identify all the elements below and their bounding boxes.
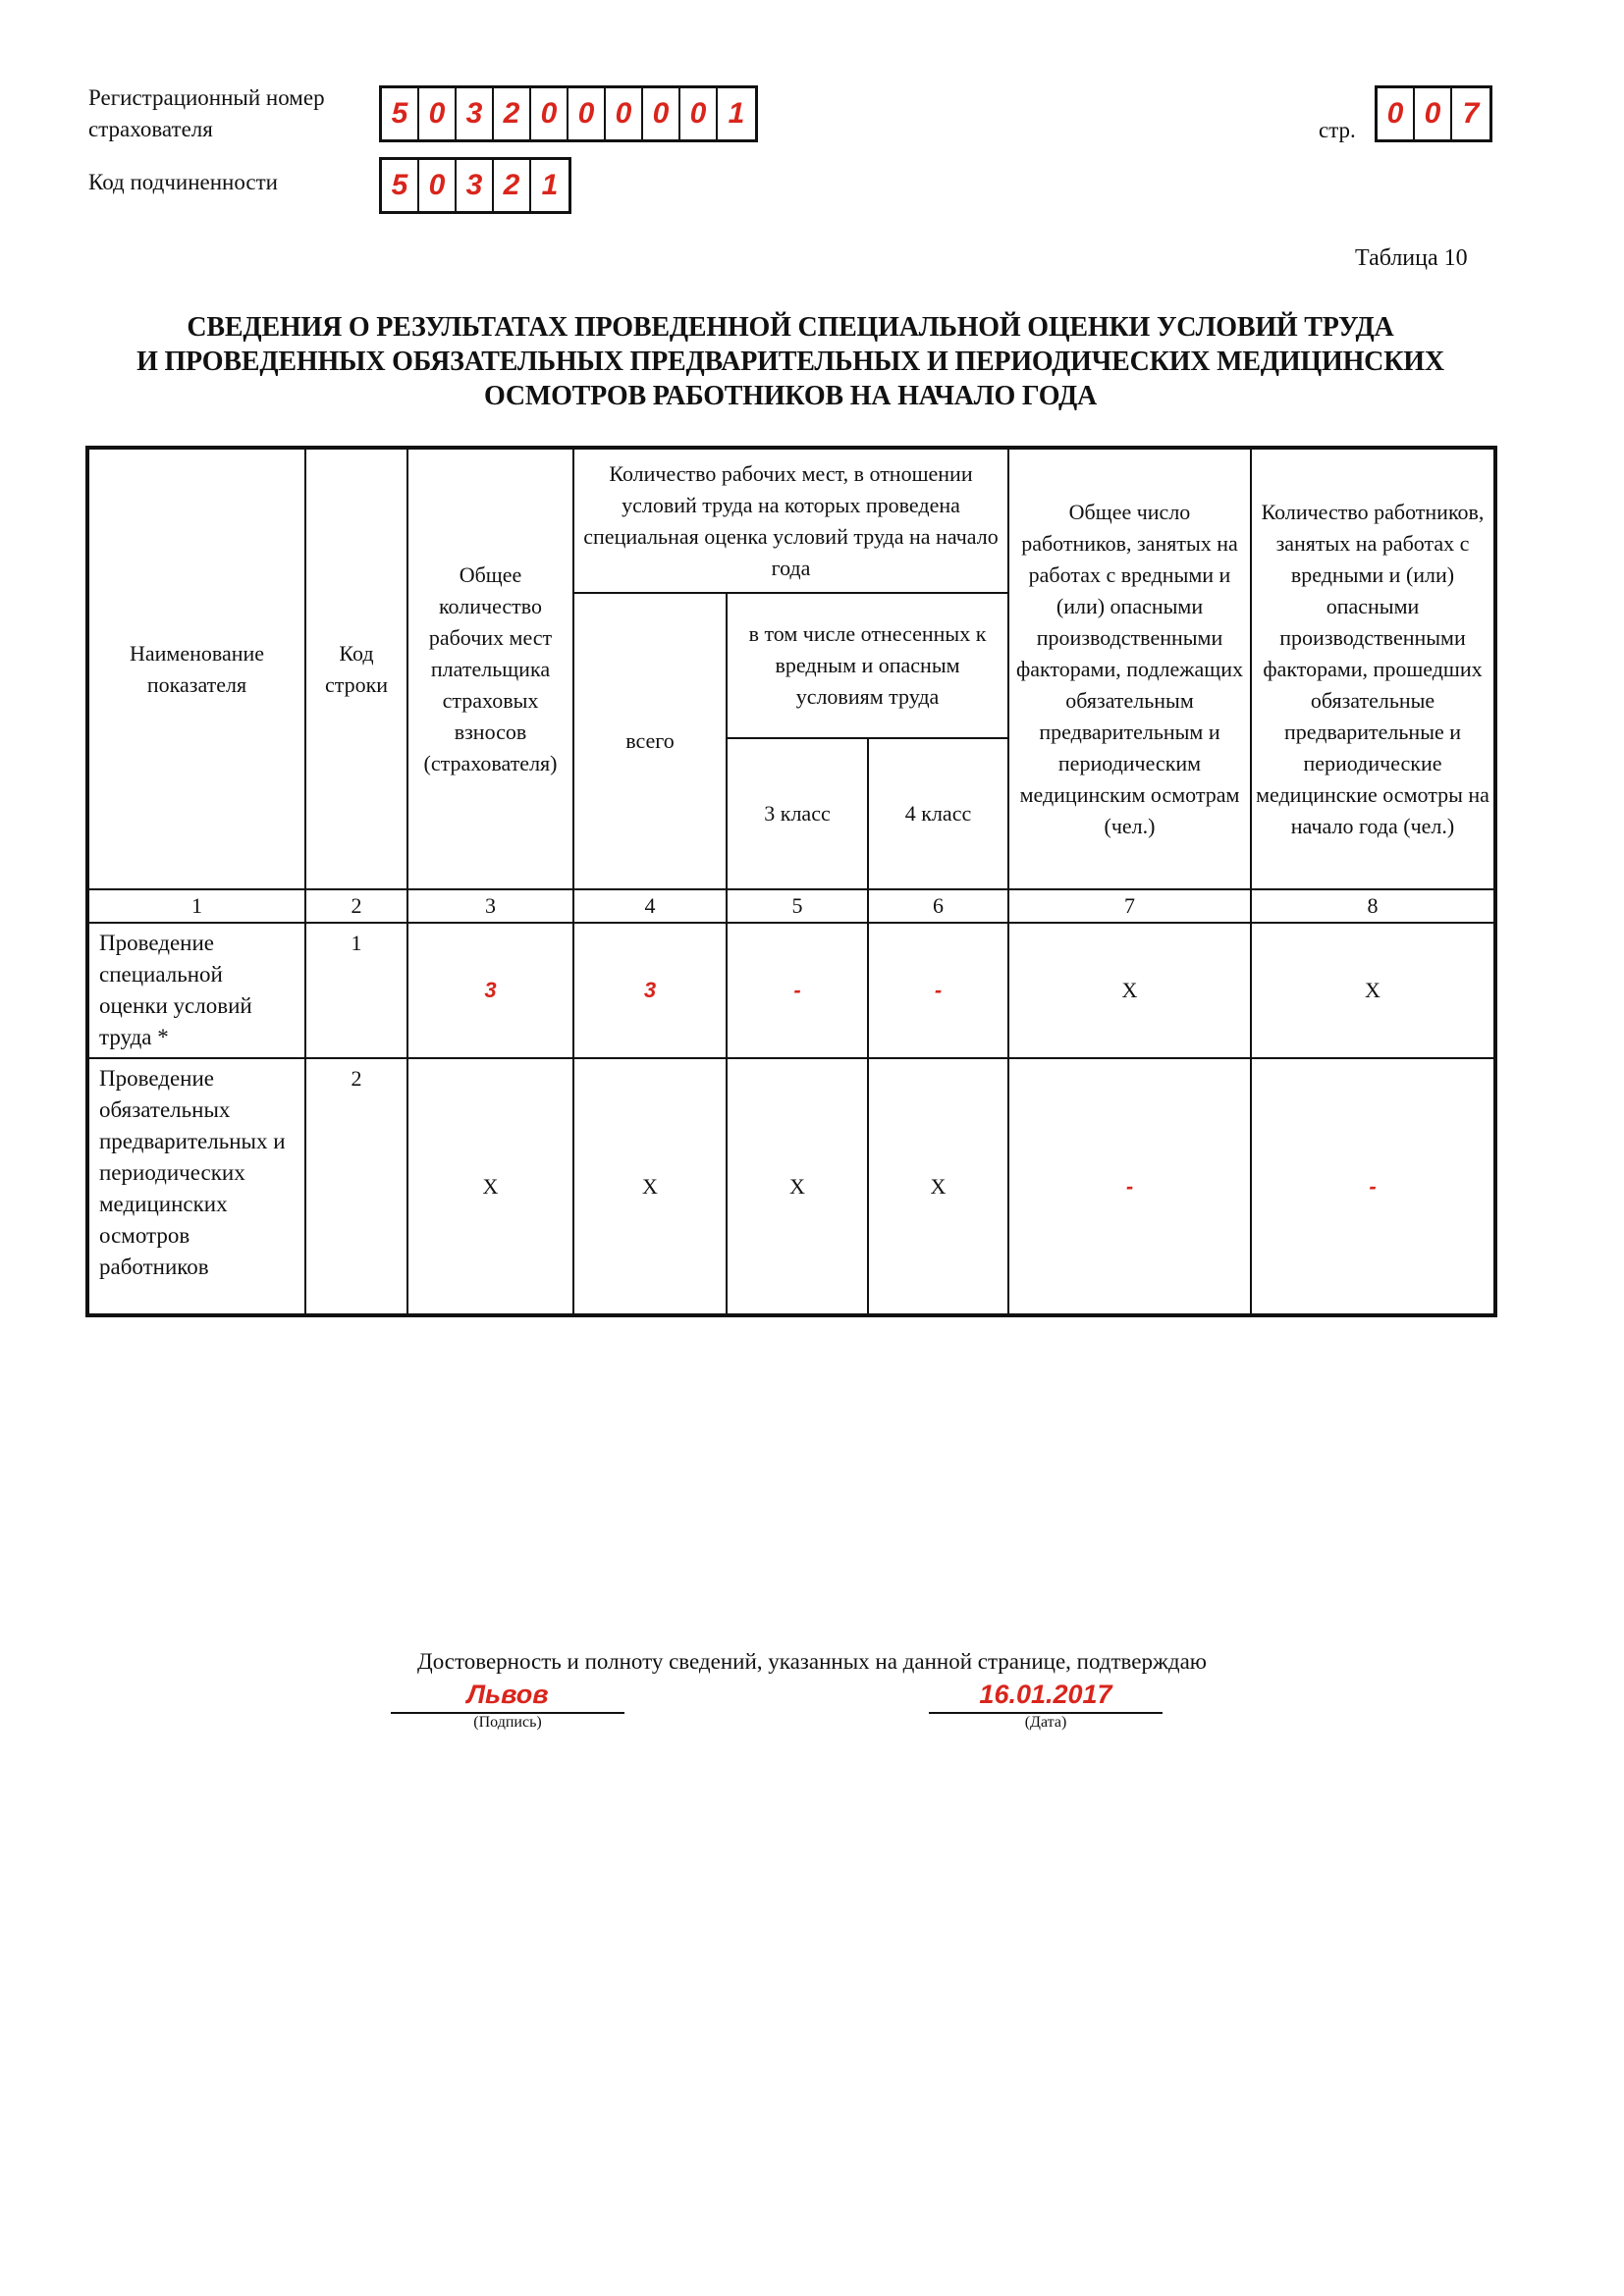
signature-block: [391, 1675, 624, 1732]
page-label: стр.: [1319, 118, 1356, 142]
value-cell: X: [1251, 923, 1495, 1058]
results-table: [85, 446, 1497, 1317]
form-title-line2: И ПРОВЕДЕННЫХ ОБЯЗАТЕЛЬНЫХ ПРЕДВАРИТЕЛЬНЫХ И ПЕРИОДИЧЕСКИХ МЕДИЦИНСКИХ: [136, 347, 1444, 377]
column-number: 4: [573, 889, 727, 923]
date-value: 16.01.2017: [979, 1680, 1112, 1709]
col-header-sout-group: Количество рабочих мест, в отношении условий труда на которых проведена специальная оценка условий труда на начало года: [573, 448, 1008, 593]
table-label: Таблица 10: [1355, 245, 1468, 271]
value-cell[interactable]: -: [727, 923, 868, 1058]
form-title-line1: СВЕДЕНИЯ О РЕЗУЛЬТАТАХ ПРОВЕДЕННОЙ СПЕЦИАЛЬНОЙ ОЦЕНКИ УСЛОВИЙ ТРУДА: [187, 312, 1394, 343]
value-cell[interactable]: -: [1008, 1058, 1251, 1315]
reg-number-digit: 2: [494, 88, 531, 139]
col-header-total: всего: [573, 593, 727, 889]
page-number-digit: 0: [1378, 88, 1415, 139]
page-number-digit: 0: [1415, 88, 1452, 139]
sub-code-digit: 0: [419, 160, 457, 211]
date-block: [929, 1675, 1163, 1732]
reg-number-cells[interactable]: [379, 85, 758, 142]
sub-code-digit: 5: [382, 160, 419, 211]
reg-number-label-line2: страхователя: [88, 117, 213, 141]
reg-number-label-line1: Регистрационный номер: [88, 85, 325, 110]
value-cell[interactable]: -: [868, 923, 1008, 1058]
sub-code-cells[interactable]: [379, 157, 571, 214]
column-number: 6: [868, 889, 1008, 923]
signature-caption: (Подпись): [473, 1714, 542, 1731]
column-number: 5: [727, 889, 868, 923]
page-number-cells[interactable]: [1375, 85, 1492, 142]
reg-number-digit: 0: [531, 88, 568, 139]
reg-number-digit: 3: [457, 88, 494, 139]
value-cell: X: [727, 1058, 868, 1315]
column-numbers-row: [87, 889, 1495, 923]
col-header-code: Код строки: [305, 448, 407, 889]
reg-number-digit: 0: [680, 88, 718, 139]
reg-number-digit: 0: [643, 88, 680, 139]
table-row: [87, 923, 1495, 1058]
col-header-workers-subject: Общее число работников, занятых на работах с вредными и (или) опасными производственными факторами, подлежащих обязательным предварительным и периодическим медицинским осмотрам (чел.): [1008, 448, 1251, 889]
sub-code-digit: 1: [541, 169, 559, 201]
value-cell: X: [1008, 923, 1251, 1058]
confirmation-text: Достоверность и полноту сведений, указанных на данной странице, подтверждаю: [417, 1649, 1207, 1674]
col-header-total-workplaces: Общее количество рабочих мест плательщика страховых взносов (страхователя): [407, 448, 573, 889]
column-number: 2: [305, 889, 407, 923]
value-cell[interactable]: 3: [407, 923, 573, 1058]
date-field[interactable]: [929, 1675, 1163, 1714]
reg-number-digit: 0: [606, 88, 643, 139]
reg-number-digit: 0: [419, 88, 457, 139]
page-number-digit: 7: [1462, 97, 1480, 130]
value-cell: X: [407, 1058, 573, 1315]
reg-number-digit: 0: [568, 88, 606, 139]
value-cell: X: [868, 1058, 1008, 1315]
column-number: 3: [407, 889, 573, 923]
reg-number-digit: 1: [728, 97, 745, 130]
row-code: 2: [305, 1058, 407, 1315]
sub-code-digit: 3: [457, 160, 494, 211]
column-number: 1: [87, 889, 305, 923]
signature-value: Львов: [466, 1680, 549, 1709]
form-title-line3: ОСМОТРОВ РАБОТНИКОВ НА НАЧАЛО ГОДА: [483, 381, 1098, 411]
table-row: [87, 1058, 1495, 1315]
col-header-workers-passed: Количество работников, занятых на работах с вредными и (или) опасными производственными факторами, прошедших обязательные предварительные и периодические медицинские осмотры на начало года (чел.): [1251, 448, 1495, 889]
value-cell[interactable]: 3: [573, 923, 727, 1058]
sub-code-digit: 2: [494, 160, 531, 211]
col-header-harmful-group: в том числе отнесенных к вредным и опасным условиям труда: [727, 593, 1008, 738]
row-name: Проведение специальной оценки условий труда *: [87, 923, 305, 1058]
date-caption: (Дата): [1024, 1714, 1067, 1731]
row-code: 1: [305, 923, 407, 1058]
col-header-class3: 3 класс: [727, 738, 868, 889]
row-name: Проведение обязательных предварительных и периодических медицинских осмотров работников: [87, 1058, 305, 1315]
form-title: [79, 310, 1502, 413]
column-number: 7: [1008, 889, 1251, 923]
column-number: 8: [1251, 889, 1495, 923]
reg-number-digit: 5: [382, 88, 419, 139]
reg-number-label: [88, 82, 325, 145]
value-cell: X: [573, 1058, 727, 1315]
sub-code-label: Код подчиненности: [88, 170, 278, 194]
signature-field[interactable]: [391, 1675, 624, 1714]
value-cell[interactable]: -: [1251, 1058, 1495, 1315]
col-header-class4: 4 класс: [868, 738, 1008, 889]
col-header-name: Наименование показателя: [87, 448, 305, 889]
